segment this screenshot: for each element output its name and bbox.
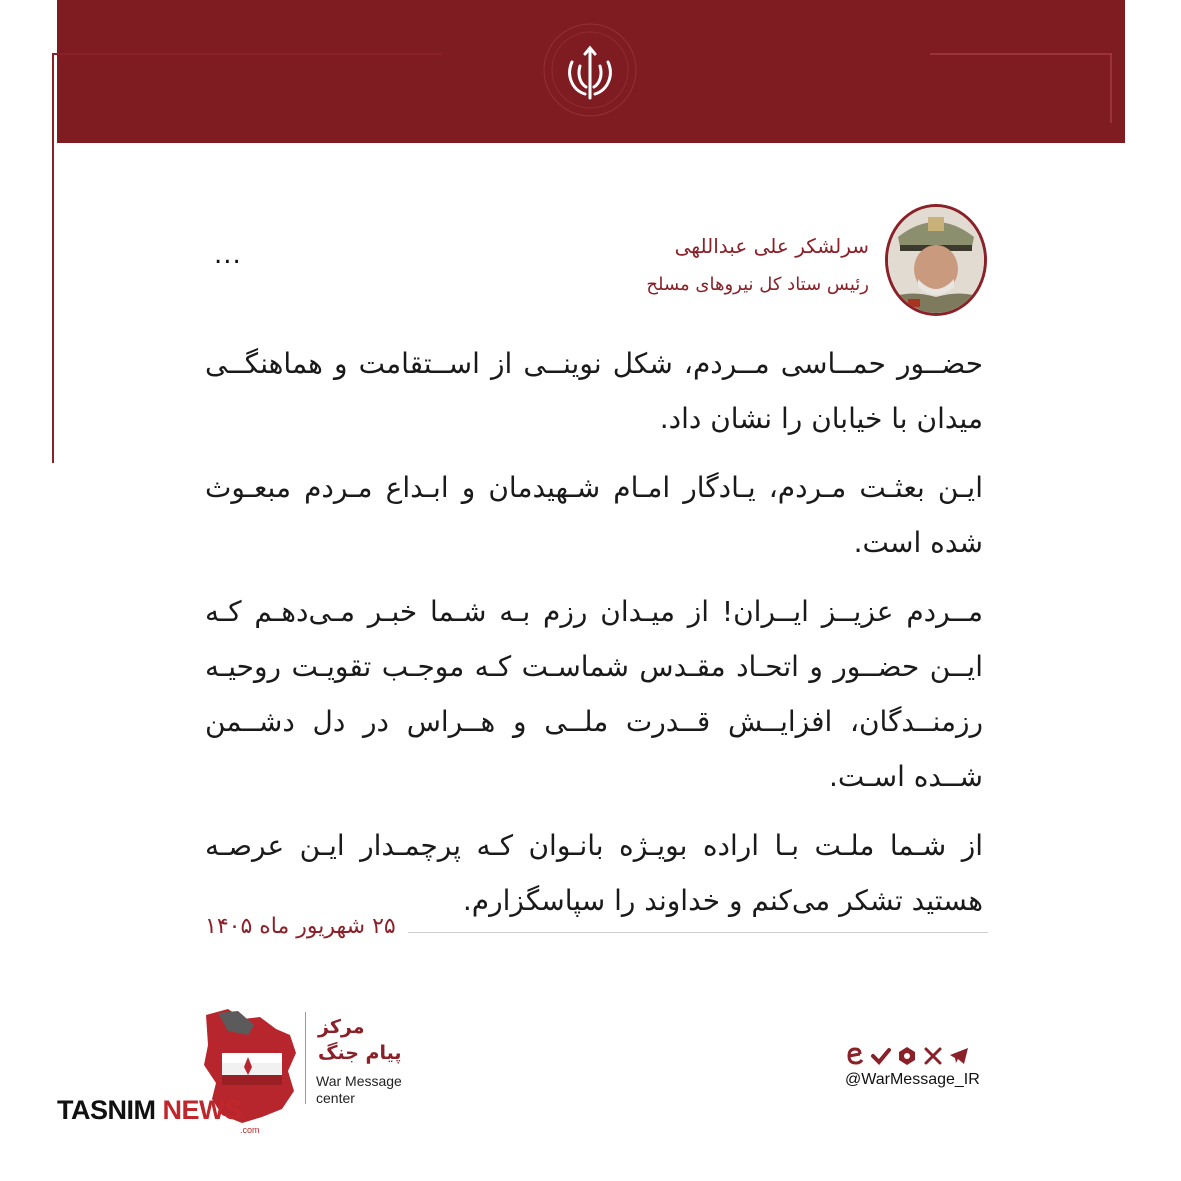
- x-icon[interactable]: [923, 1046, 943, 1066]
- post-date: ۲۵ شهریور ماه ۱۴۰۵: [205, 914, 396, 939]
- paragraph: مــردم عزیــز ایــران! از میـدان رزم بـه شـما خبـر مـی‌دهـم کـه ایــن حضــور و اتحـاد مقـدس شماسـت کـه موجـب تقویـت روحیـه رزمنــدگان، افزایــش قــدرت ملــی و هــراس در دل دشــمن شــده اسـت.: [205, 595, 983, 793]
- news-text: NEWS: [162, 1095, 242, 1125]
- social-icons: [845, 1043, 969, 1069]
- check-icon[interactable]: [871, 1046, 891, 1066]
- author-role: رئیس ستاد کل نیروهای مسلح: [646, 274, 869, 295]
- tasnim-domain: .com: [240, 1125, 260, 1135]
- center-name-en: center: [316, 1090, 355, 1106]
- tasnim-news-logo: [57, 1095, 242, 1126]
- iran-emblem-icon: [540, 20, 640, 120]
- center-name-fa: پیام جنگ: [318, 1042, 402, 1064]
- frame-line-top-left: [52, 53, 442, 55]
- frame-line-top-right: [930, 53, 1112, 55]
- paragraph: حضــور حمــاسی مــردم، شکل نوینــی از اســتقامت و هماهنگــی میدان با خیابان را نشان داد.: [205, 347, 983, 435]
- more-options-button[interactable]: ...: [214, 240, 242, 270]
- author-photo: [888, 207, 984, 313]
- author-avatar[interactable]: [885, 204, 987, 316]
- eitaa-icon[interactable]: [845, 1046, 865, 1066]
- post-body: [205, 336, 983, 942]
- paragraph: ایـن بعثـت مـردم، یـادگار امـام شـهیدمان و ابـداع مـردم مبعـوث شده است.: [205, 471, 983, 559]
- tasnim-text: TASNIM: [57, 1095, 163, 1125]
- author-name: سرلشکر علی عبداللهی: [674, 234, 869, 258]
- center-name-en: War Message: [316, 1073, 402, 1089]
- social-handle[interactable]: @WarMessage_IR: [845, 1071, 980, 1088]
- telegram-icon[interactable]: [949, 1046, 969, 1066]
- frame-line-left: [52, 53, 54, 463]
- rubika-icon[interactable]: [897, 1046, 917, 1066]
- divider: [408, 932, 988, 933]
- paragraph: از شـما ملـت بـا اراده بویـژه بانـوان کـه پرچمـدار ایـن عرصـه هستید تشکر می‌کنم و خداوند را سپاسگزارم.: [205, 829, 983, 917]
- frame-line-right: [1110, 53, 1112, 123]
- center-name-fa: مرکز: [318, 1016, 365, 1038]
- footer-divider: [305, 1012, 306, 1104]
